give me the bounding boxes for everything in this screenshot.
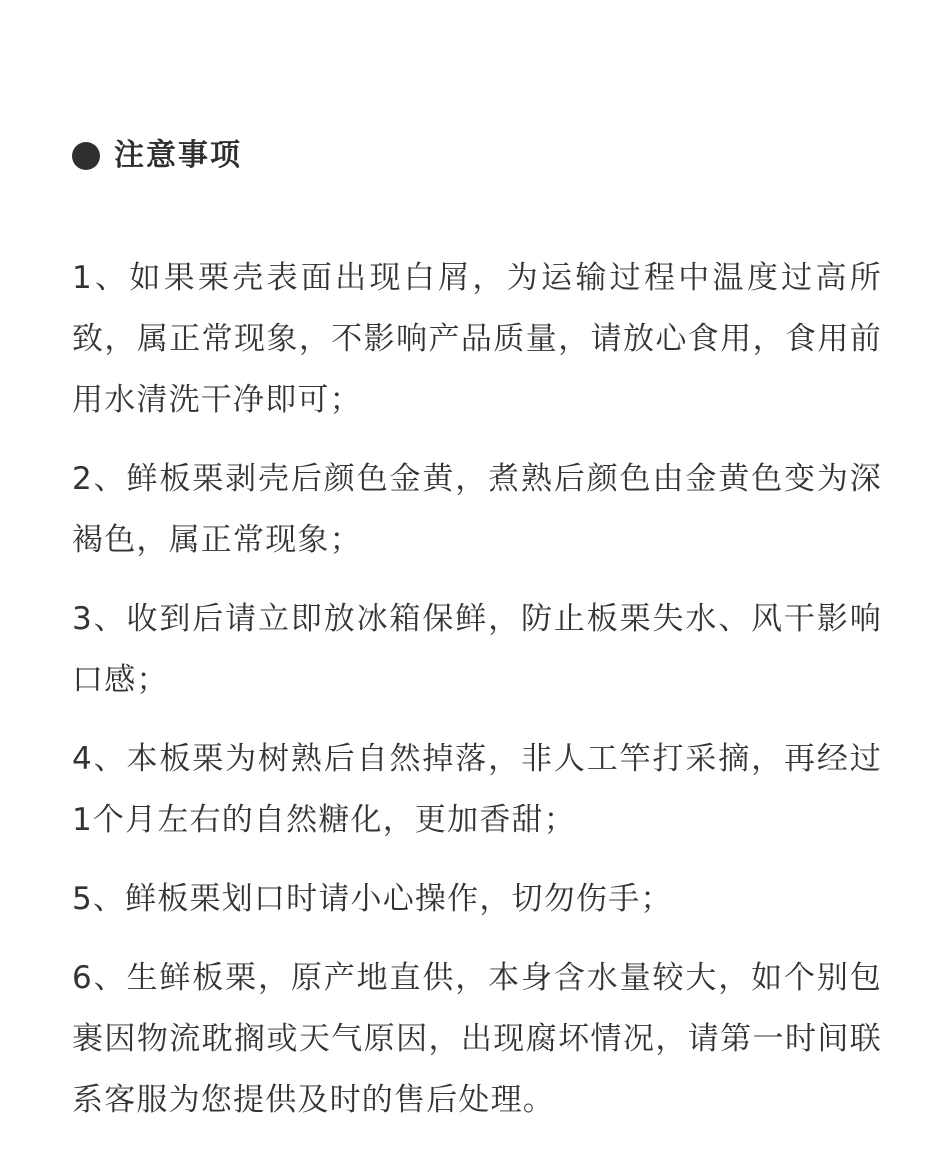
note-item-6: 6、生鲜板栗，原产地直供，本身含水量较大，如个别包裹因物流耽搁或天气原因，出现腐坏情况，请第一时间联系客服为您提供及时的售后处理。 <box>72 960 882 1118</box>
note-item-5: 5、鲜板栗划口时请小心操作，切勿伤手； <box>72 881 673 917</box>
section-title: 注意事项 <box>114 138 242 173</box>
bullet-dot-icon <box>72 142 100 170</box>
note-item-2: 2、鲜板栗剥壳后颜色金黄，煮熟后颜色由金黄色变为深褐色，属正常现象； <box>72 461 882 558</box>
notes-list <box>72 248 882 1149</box>
note-item-1: 1、如果栗壳表面出现白屑，为运输过程中温度过高所致，属正常现象，不影响产品质量，请放心食用，食用前用水清洗干净即可； <box>72 260 882 418</box>
section-header <box>72 136 242 176</box>
note-item-3: 3、收到后请立即放冰箱保鲜，防止板栗失水、风干影响口感； <box>72 601 882 698</box>
note-item-4: 4、本板栗为树熟后自然掉落，非人工竿打采摘，再经过1个月左右的自然糖化，更加香甜； <box>72 741 882 838</box>
